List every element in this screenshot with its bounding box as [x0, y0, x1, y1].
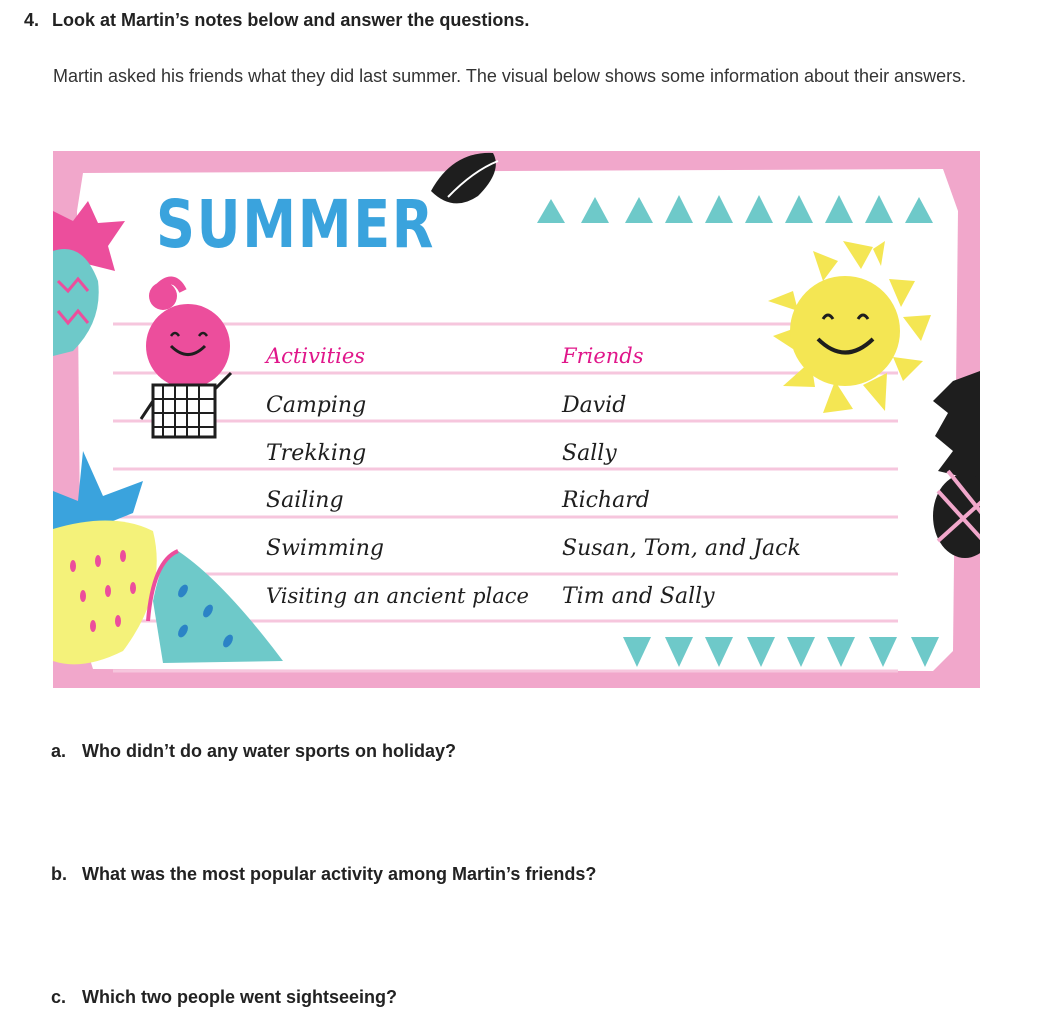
summer-card: [53, 151, 980, 688]
friends-cell: Richard: [562, 488, 650, 513]
friends-cell: David: [562, 393, 627, 418]
activity-cell: Sailing: [266, 488, 344, 513]
question-intro: Martin asked his friends what they did last summer. The visual below shows some information about their answers.: [53, 66, 967, 86]
friends-column-header: Friends: [562, 344, 644, 368]
friends-cell: Sally: [562, 441, 617, 466]
activity-cell: Trekking: [266, 441, 367, 466]
friends-cell: Tim and Sally: [562, 584, 715, 609]
activity-cell: Visiting an ancient place: [266, 584, 529, 608]
sub-question-text: Who didn’t do any water sports on holiday?: [82, 741, 457, 761]
friends-cell: Susan, Tom, and Jack: [562, 536, 801, 561]
sub-question-a: [51, 741, 456, 762]
sub-question-letter: b.: [51, 864, 67, 884]
question-number: 4.: [24, 10, 40, 30]
sub-question-b: [51, 864, 596, 885]
sub-question-c: [51, 987, 397, 1008]
question-title-text: Look at Martin’s notes below and answer the questions.: [52, 10, 530, 30]
sub-question-text: Which two people went sightseeing?: [82, 987, 398, 1007]
summer-heading: SUMMER: [156, 186, 436, 263]
activity-cell: Swimming: [266, 536, 384, 561]
sub-question-text: What was the most popular activity among Martin’s friends?: [82, 864, 597, 884]
activity-cell: Camping: [266, 393, 367, 418]
sub-question-letter: c.: [51, 987, 67, 1007]
activities-column-header: Activities: [266, 344, 366, 368]
sub-question-letter: a.: [51, 741, 67, 761]
question-title: [24, 10, 529, 31]
